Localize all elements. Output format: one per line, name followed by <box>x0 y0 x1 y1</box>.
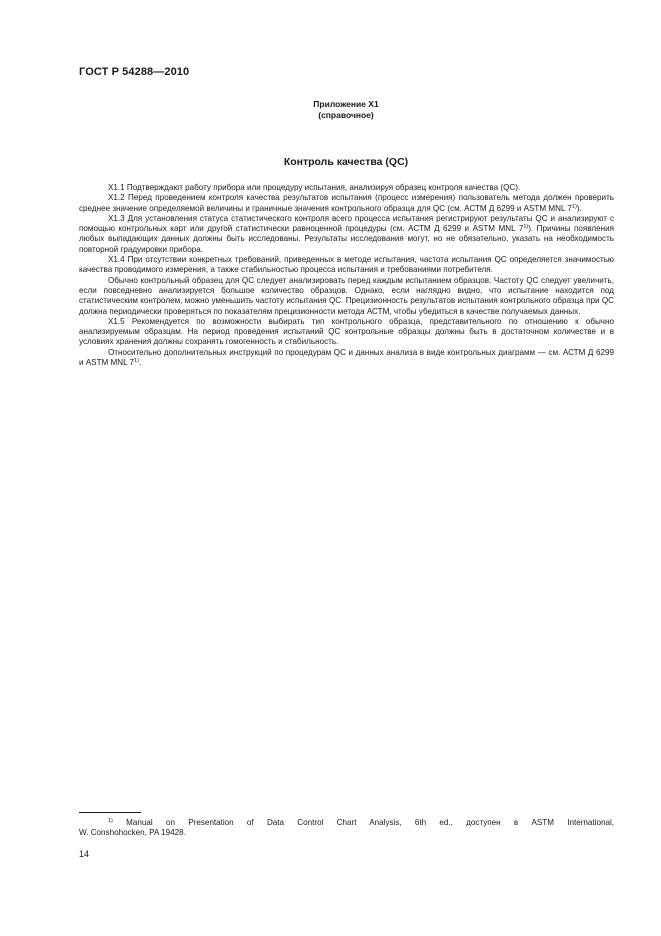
paragraph-x1-3 <box>79 214 614 255</box>
footnote-divider <box>79 812 141 813</box>
paragraph-text: X1.4 При отсутствии конкретных требований, приведенных в методе испытания, частота испытания QC определяется значимостью качества проводимого измерения, а также стабильностью процесса испытания и требованиями потребителя. <box>79 255 614 275</box>
document-id: ГОСТ Р 54288—2010 <box>79 66 190 78</box>
footnote-line-2: W. Conshohocken, PA 19428. <box>79 828 186 838</box>
section-title: Контроль качества (QC) <box>283 156 409 168</box>
paragraph-text: X1.2 Перед проведением контроля качества результатов испытания (процесс измерения) пользователь метода должен проверить среднее значение определяемой величины и граничные значения контрольного образца для QC (см. АСТМ Д 6299 и ASTM MNL 7 <box>79 193 614 213</box>
footnote-ref: 1) <box>571 203 577 210</box>
paragraph-x1-2 <box>79 193 614 214</box>
paragraph-x1-5 <box>79 317 614 348</box>
paragraph-x1-1 <box>79 183 614 193</box>
appendix-type: (справочное) <box>318 110 374 120</box>
paragraph-text-tail: ). <box>576 203 582 213</box>
paragraph-text: X1.5 Рекомендуется по возможности выбирать тип контрольного образца, представительного по отношению к обычно анализируемым образцам. На период проведения испытаний QC контрольные образцы должны быть в достаточном количестве и в условиях хранения должны сохранять гомогенность и стабильность. <box>79 316 614 347</box>
page-number: 14 <box>79 849 90 859</box>
paragraph-text: X1.3 Для установления статуса статистического контроля всего процесса испытания регистрируют результаты QC и анализируют с помощью контрольных карт или другой статистически равноценной процедуры (см. АСТМ Д 6299 и ASTM MNL 7 <box>79 213 614 234</box>
footnote-text: Manual on Presentation of Data Control Chart Analysis, 6th ed., доступен в ASTM International, <box>126 818 614 827</box>
footnote-line-1 <box>79 818 614 828</box>
footnote-marker: 1) <box>108 818 113 824</box>
paragraph-text: Обычно контрольный образец для QC следует анализировать перед каждым испытанием образцов. Частоту QC следует увеличить, если повседневно анализируется большое количество образцов. Однако, если наглядно видно, что испытание находится под статистическим контролем, можно уменьшить частоту испытания QC. Прецизионность результатов испытания контрольного образца при QC должна периодически проверяться по показателям прецизионности метода АСТМ, чтобы убедиться в качестве получаемых данных. <box>79 275 614 316</box>
paragraph-qc-frequency <box>79 276 614 317</box>
footnote-ref: 1) <box>134 358 139 365</box>
paragraph-text-tail: . <box>138 358 142 368</box>
paragraph-additional-instructions <box>79 348 614 369</box>
footnote-ref: 1) <box>523 224 529 231</box>
appendix-label: Приложение X1 <box>313 99 379 109</box>
footnote <box>79 818 614 839</box>
paragraph-text-tail: ). Причины появления любых выпадающих данных должны быть исследованы. Результаты исследования могут, но не обязательно, указать на необходимость повторной градуировки прибора. <box>79 224 614 254</box>
body-text <box>79 183 614 368</box>
paragraph-text: Относительно дополнительных инструкций по процедурам QC и данных анализа в виде контрольных диаграмм — см. АСТМ Д 6299 и ASTM MNL 7 <box>79 347 614 368</box>
paragraph-text: X1.1 Подтверждают работу прибора или процедуру испытания, анализируя образец контроля качества (QC). <box>108 183 521 192</box>
paragraph-x1-4 <box>79 255 614 276</box>
